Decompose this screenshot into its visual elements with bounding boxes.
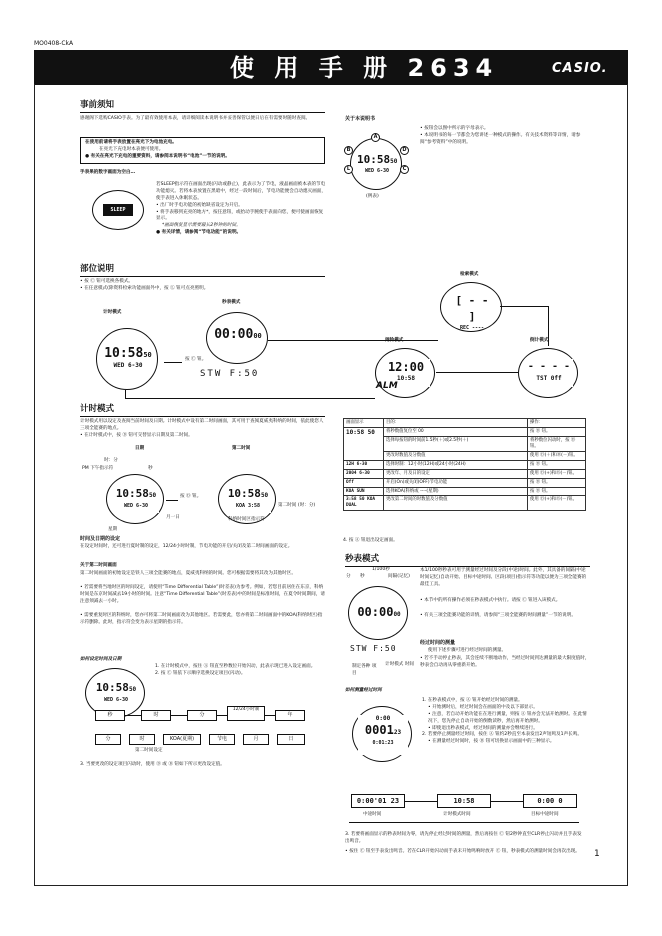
pm-indicator-label: PM 下午指示符: [82, 466, 114, 471]
flow-item: 时: [129, 734, 155, 745]
timekeeping-intro: 计时模式用以设定及查阅当前时间及日期。计时模式中设有第二时间画面，其可用于查阅夏威夷科纳的时间，依此使您人三项全能赛的地点。: [80, 419, 324, 431]
table-cell-purpose: 开启(On)或关闭(OFF)节电功能: [384, 478, 528, 487]
table-cell-purpose: 选择时制：12小时(12H)或24小时(24H): [384, 460, 528, 469]
table-cell-screen: 12H 6-30: [344, 460, 384, 469]
step-2: 2. 按 Ⓒ 钮依下示顺序选换设定项目(闪动)。: [155, 670, 246, 676]
divider: [80, 416, 325, 417]
press-c-label: 按 Ⓒ 钮。: [185, 357, 207, 362]
sleep-watch-illustration: [92, 190, 144, 230]
dual-bullet-1: • 若需要将当地时区的时间设定，请使用“Time Differential Table”(时差表)为参考。例如，若您目前居住在东京，科纳时间是东京时间减去19小时的时间。注意“Time Differential Table”(时差表)中的时间是标准时间，在夏令时间期间，请注意须减去一小时。: [80, 585, 325, 604]
measure-step-4: • 按住 Ⓒ 钮至手表发出鸣音。若在CLR开始闪动而手表未开始鸣响时放开 Ⓒ 钮，秒表模式的测量时间会再次出现。: [345, 849, 580, 854]
table-row: [344, 496, 586, 511]
flow-item: 12/24小时制: [227, 706, 265, 721]
arrow-line: [125, 390, 126, 398]
notice-line-2: 在亮光下充电时本表便可使用。: [99, 146, 164, 152]
countdown-watch: [518, 348, 578, 398]
table-cell-purpose: 选择KOA(科纳或 ----(星期): [384, 487, 528, 496]
dual-bullet-2: • 需要重复时区的科纳时，您亦可将第二时间画面改为其他地区。若需要此，您亦将第二时间画面中的KOA(科纳时区)指示符删除。此时，指示符会变为表示星期的指示符。: [80, 613, 323, 625]
sw-label-target: 计时模式 时间: [385, 662, 415, 667]
flow-item: 年: [275, 710, 305, 721]
table-row: [344, 487, 586, 496]
arrow-line: [171, 715, 187, 716]
how-to-measure-heading: 如何测量经过时间: [345, 688, 382, 693]
sleep-text: 若SLEEP指示符在画面出现(闪动或静止)，此表示为了节电，液晶画面被本表的节电功能熄灭。若将本表放置在黑暗中，经过一段时间后，节电功能便会自动熄灭画面，使手表进入休眠状态。: [156, 182, 326, 201]
measure-step-1b: • 注意，若自动开始功能在在进行测量，则按 Ⓐ 钮亦会无法开始测时。在此情况下，您先停止自动开始的倒数读秒，然后再开始测时。: [428, 711, 587, 724]
document-id: MO0408-CkA: [34, 40, 74, 47]
flow-item: 月: [243, 734, 269, 745]
sw-example-seconds: 00: [393, 611, 401, 618]
sleep-note: *画面恢复显示需要最长2秒钟的时间。: [162, 223, 241, 229]
arrow-line: [500, 306, 548, 307]
setting-watch-time: 10:58: [95, 681, 129, 694]
alarm-mode-label: 闹铃模式: [385, 338, 404, 343]
stopwatch-mode-label: 秒表模式: [222, 300, 241, 305]
timekeeping-time-display: 10:58: [437, 794, 491, 808]
setting-sequence-flow: [95, 707, 310, 760]
flow-item: 时: [141, 710, 171, 721]
arrow-line: [265, 715, 275, 716]
flow-item: 日: [277, 734, 305, 745]
w2-seconds: 50: [260, 492, 269, 499]
date-watch: [106, 474, 164, 524]
recall-top: [ - - ]: [455, 294, 489, 323]
timekeeping-watch: [96, 328, 158, 390]
example-seconds: 50: [390, 158, 398, 165]
table-cell-screen: 10:58 50: [344, 427, 384, 460]
table-row: [344, 478, 586, 487]
measure-step-2a: • 在测量经过时间时，按 Ⓑ 钮可切换显示画面中的三种显示。: [428, 739, 555, 745]
tk-seconds: 50: [143, 351, 152, 359]
button-c-icon: C: [400, 165, 409, 174]
measuring-time: 0001: [364, 723, 394, 738]
how-to-set-heading: 如何设定时间及日期: [80, 657, 122, 662]
setting-watch-seconds: 50: [128, 686, 137, 693]
measure-step-1c: • 即使退出秒表模式，经过时间的测量亦会继续进行。: [428, 725, 538, 731]
arrow-line: [268, 340, 438, 341]
table-cell-op: 按 Ⓓ 钮。: [528, 460, 586, 469]
sleep-reference: ● 有关详情，请参阅“节电功能”的说明。: [156, 230, 242, 236]
table-cell-op: 使用 Ⓓ(＋)和Ⓑ(－)钮。: [528, 451, 586, 460]
sw-label-hundredths: 1/100秒: [372, 567, 390, 572]
table-cell-purpose: 更改第二时间的时数值及分数值: [384, 496, 528, 511]
elapsed-heading: 经过时间的测量: [420, 640, 456, 646]
about-bullets: [420, 126, 585, 147]
measure-step-1a: • 开始测时后，经过时间会在画面的中及以下部显示。: [428, 704, 538, 710]
table-row: [344, 460, 586, 469]
flow-item: 分: [95, 734, 121, 745]
sw-seconds: 00: [253, 332, 262, 340]
arrow-line: [125, 398, 375, 399]
sw-label-seconds: 秒: [360, 574, 365, 579]
sw-label-minutes: 分: [346, 574, 351, 579]
alarm-sub: 10:58: [396, 375, 416, 382]
notice-line-3: ● 有关在亮光下充电的重要资料，请参阅本说明书“电池”一节的说明。: [85, 153, 230, 159]
setting-steps: [155, 664, 325, 678]
divider: [80, 276, 325, 277]
flow-caption: 第二时间设定: [135, 748, 163, 753]
preface-intro: 感谢阁下选购CASIO手表。为了最有效使用本表，请详细阅读本说明书并妥善保管以便日后在有需要时随时查阅。: [80, 116, 311, 121]
table-cell-screen: KOA SUN: [344, 487, 384, 496]
table-cell-op: 按 Ⓓ 钮。: [528, 427, 586, 436]
countdown-sub: TST 0ff: [536, 375, 562, 382]
charging-notice: [80, 137, 325, 164]
sw-label-area: 制定各种 项目: [352, 664, 377, 676]
mode-bullet-1: • 按 Ⓒ 钮可选换各模式。: [80, 279, 134, 284]
table-header: 画面显示: [344, 419, 384, 428]
setting-text: 在设定时间时，还可进行夏时制的设定，12/24小时时制，节电功能的开启/关闭及第二时间画面的设定。: [80, 544, 293, 549]
tk-date: WED 6-30: [113, 362, 143, 369]
recall-mode-label: 检索模式: [460, 272, 479, 277]
flow-item: 节电: [209, 734, 235, 745]
mode-guide-heading: 部位说明: [80, 264, 115, 274]
setting-table: [343, 418, 586, 511]
button-d-icon: D: [400, 146, 409, 155]
second-time-label: 第二时间: [232, 446, 251, 451]
mode-bullet-2: • 在任意模式(除资料检索功能画面外中，按 Ⓛ 钮可点亮照明。: [80, 286, 209, 291]
dual-heading: 关于第二时间画面: [80, 563, 117, 568]
table-cell-op: 按 Ⓓ 钮。: [528, 487, 586, 496]
arrow-line: [217, 715, 227, 716]
w1-seconds: 50: [148, 492, 157, 499]
table-cell-op: 将秒数位闪动时，按 Ⓓ 钮。: [528, 436, 586, 451]
alarm-tag: ALM: [376, 381, 398, 391]
recall-sub: REC ----: [459, 325, 485, 331]
w1-time: 10:58: [115, 487, 149, 500]
day-of-week-label: 星期: [108, 527, 118, 532]
measuring-watch: [352, 706, 412, 762]
seconds-label: 秒: [148, 466, 153, 471]
table-cell-purpose: 更改年、月及日的设定: [384, 469, 528, 478]
kona-indicator-label: 科纳时间区指示符: [228, 517, 265, 522]
divider: [80, 112, 325, 113]
split-time-display: 0:00'01 23: [351, 794, 405, 808]
about-bullet-1: • 按钮会以图中所示的字母表示。: [420, 126, 489, 131]
table-header: 目的：: [384, 419, 528, 428]
w1-date: WED 6-30: [123, 503, 149, 509]
button-a-icon: A: [371, 133, 380, 142]
measuring-seconds: 23: [393, 729, 402, 737]
sleep-indicator: SLEEP: [103, 204, 133, 216]
timekeeping-mode-label: 计时模式: [103, 310, 122, 315]
step-1: 1. 在计时模式中，按住 Ⓐ 钮直至秒数位开始闪动，此表示现已进入设定画面。: [155, 664, 316, 669]
press-d-label: 按 Ⓓ 钮。: [180, 494, 202, 499]
arrow-line: [349, 822, 579, 823]
flow-item: 分: [187, 710, 217, 721]
stopwatch-watch: [206, 312, 268, 364]
button-l-icon: L: [344, 165, 353, 174]
table-cell-purpose: 选择每按钮的时间前1.5秒(＋)或2.5秒(＋): [384, 436, 528, 451]
recall-watch: [440, 282, 502, 332]
display-cycle-diagram: [345, 792, 585, 832]
dual-text: 第二时间画面的初始设定是铁人三项全能赛的地点，夏威夷科纳的时间。您可根据需要将其改为其他时区。: [80, 571, 296, 576]
step-4: 4. 按 Ⓐ 钮退出设定画面。: [343, 538, 398, 543]
sw-sub-display: STW F:50: [200, 369, 260, 379]
step-3: 3. 当要更改的设定项目闪动时，使用 Ⓓ 或 Ⓑ 钮如下所示更改设定值。: [80, 762, 225, 767]
setting-watch-date: WED 6-30: [103, 697, 129, 703]
about-heading: 关于本说明书: [345, 116, 376, 122]
arrow-line: [125, 715, 141, 716]
table-header: 操作：: [528, 419, 586, 428]
sleep-description: [156, 182, 326, 237]
stopwatch-example-watch: [348, 586, 408, 640]
measure-steps: [422, 698, 590, 746]
table-cell-screen: 2004 6-30: [344, 469, 384, 478]
example-date: WED 6-30: [364, 168, 390, 174]
stopwatch-heading: 秒表模式: [345, 554, 380, 564]
setting-heading: 时间及日期的设定: [80, 536, 121, 542]
flow-item: KOA(夏期): [163, 734, 201, 745]
timekeeping-heading: 计时模式: [80, 404, 115, 414]
measure-step-3: 3. 若要将画面显示的秒表时间为零，请先停止经过时间的测量，然后再按住 Ⓒ 钮2秒钟直至CLR停止闪动并且手表发出鸣音。: [345, 832, 582, 844]
table-cell-op: 使用 Ⓓ(+)和Ⓑ(－)钮。: [528, 469, 586, 478]
arrow-line: [166, 500, 178, 501]
arrow-line: [164, 362, 182, 363]
sleep-bullet-2: • 将手表移到充亮的地方*，按任意钮，或抬动手腕使手表面向您，便可使画面恢复显示。: [156, 209, 324, 222]
countdown-top: - - - -: [527, 361, 571, 372]
date-label: 日期: [135, 446, 145, 451]
table-cell-op: 使用 Ⓓ(+)和Ⓑ(－)钮。: [528, 496, 586, 511]
table-row: [344, 469, 586, 478]
preface-heading: 事前须知: [80, 100, 115, 110]
page-title: 使 用 手 册 2634: [230, 54, 499, 82]
target-split-label: 目标中途时间: [531, 812, 559, 817]
example-caption: (例表): [366, 194, 379, 199]
button-b-icon: B: [344, 146, 353, 155]
sleep-bullet-1: • 出厂时手电功能的初始缺省设定为开启。: [156, 202, 243, 208]
sw-example-time: 00:00: [357, 605, 394, 619]
second-zone-label: 第二时间 (时：分): [278, 503, 316, 508]
tk-time: 10:58: [104, 346, 144, 361]
flow-item: 秒: [95, 710, 125, 721]
table-cell-screen: 3:58 50 KOA DUAL: [344, 496, 384, 511]
table-header-row: [344, 419, 586, 428]
table-cell-op: 按 Ⓓ 钮。: [528, 478, 586, 487]
sw-time: 00:00: [214, 327, 254, 342]
arrow-line: [491, 801, 523, 802]
sw-example-sub: STW F:50: [350, 644, 397, 653]
table-cell-purpose: 将秒数值复位至 00: [384, 427, 528, 436]
about-bullet-2: • 本说明书的每一节都会为您讲述一种模式的操作。有关技术资料等详情，请参阅“参考资料”中的说明。: [420, 132, 581, 145]
model-number: 2634: [407, 54, 499, 82]
elapsed-text: 使用下述步骤可进行经过时间的测量。: [428, 648, 507, 653]
stopwatch-bullet-1: • 本节中的所有操作必须在秒表模式中执行。请按 Ⓒ 钮进入该模式。: [420, 598, 561, 603]
measuring-sub: 0:01:23: [372, 740, 394, 747]
arrow-line: [436, 372, 518, 373]
table-cell-screen: Off: [344, 478, 384, 487]
page-number: 1: [594, 849, 600, 859]
table-cell-purpose: 更改时数值及分数值: [384, 451, 528, 460]
timekeeping-time-label: 计时模式时间: [443, 812, 471, 817]
elapsed-bullet: • 若不手动停止秒表，其会连续不断地动作，当经过时间到达测量的最大限度值时，秒表会自动再从零重新开始。: [420, 656, 590, 668]
table-row: [344, 427, 586, 436]
arrow-line: [405, 801, 437, 802]
alarm-time: 12:00: [387, 360, 425, 374]
hour-minute-label: 时：分: [104, 458, 118, 463]
measuring-top: 0:00: [375, 715, 391, 722]
arrow-line: [548, 306, 549, 346]
sleep-heading: 手表果的数字画面为空白…: [80, 170, 136, 175]
w2-date: KOA 3:58: [235, 503, 261, 509]
stopwatch-bullet-2: • 有关三项全能赛功能的详情，请参阅“三项全能赛的时间测量”一节的说明。: [420, 613, 576, 618]
example-lcd: [357, 153, 397, 177]
brand-logo: CASIO.: [552, 61, 608, 76]
stopwatch-intro: 本1/100秒秒表可用于测量经过时间及分段(中途)时间。此外，其具备的间隔(中途时间记忆)自动开始、目标中途时间、区段(项目)指示符等功能以便为三项全能赛的最佳工具。: [420, 568, 587, 587]
split-time-label: 中途时间: [363, 812, 382, 817]
countdown-mode-label: 倒计模式: [530, 338, 549, 343]
month-day-label: 月一日: [166, 515, 180, 520]
timekeeping-bullet: • 在计时模式中，按 Ⓓ 钮可交替显示日期及第二时间。: [80, 433, 193, 438]
example-time: 10:58: [357, 153, 391, 166]
notice-line-1: 在使用前请将手表放置在亮光下为电池充电。: [85, 140, 177, 145]
example-watch: [350, 138, 402, 190]
measure-step-2: 2. 若要停止测量经过时间，按住 Ⓐ 钮约2秒直至本表发出2声短鸣及1声长鸣。: [422, 732, 582, 738]
sw-label-memory: 间隔(记忆): [388, 574, 410, 579]
w2-time: 10:58: [227, 487, 261, 500]
measure-step-1: 1. 在秒表模式中，按 Ⓐ 钮开始经过时间的测量。: [422, 698, 523, 703]
target-split-display: 0:00 0: [523, 794, 577, 808]
